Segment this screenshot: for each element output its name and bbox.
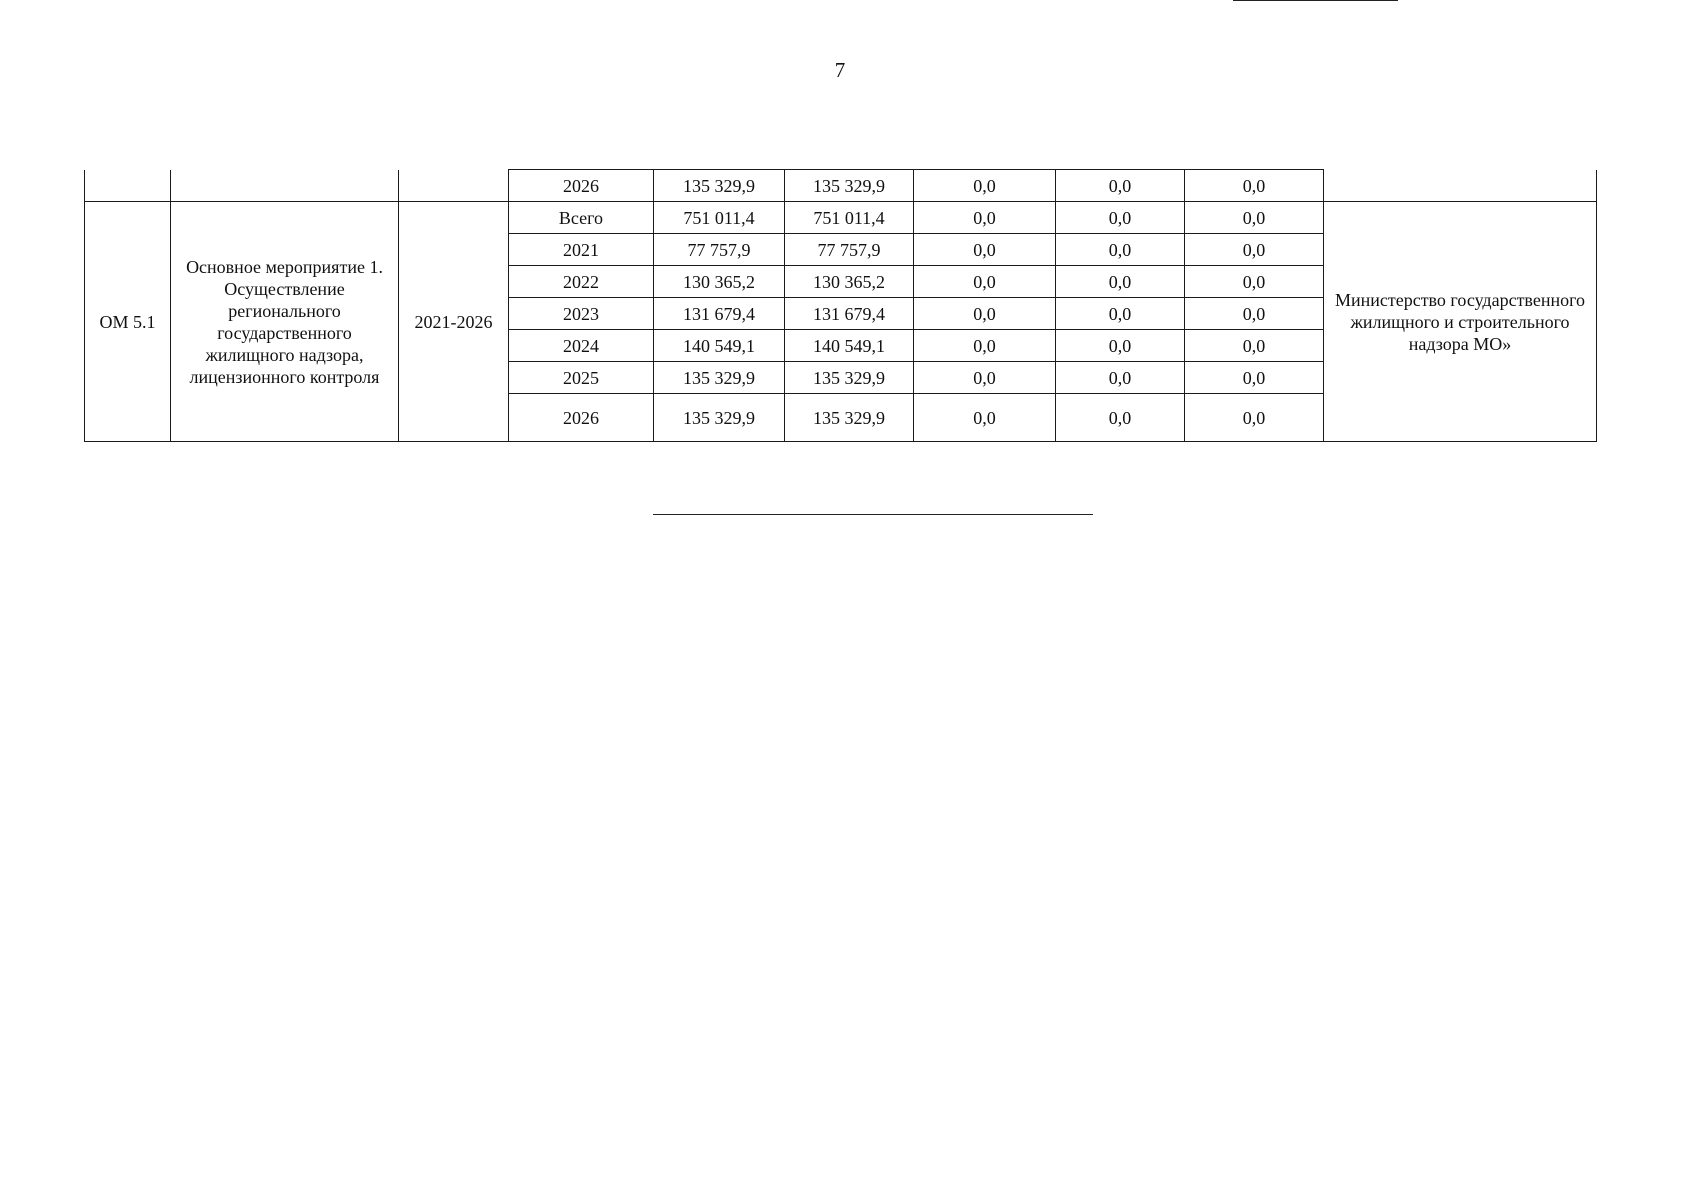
event-name-cell: Основное мероприятие 1. Осуществление регионального государственного жилищного надзора, лицензионного контроля bbox=[171, 202, 399, 442]
blank-cell bbox=[1324, 170, 1597, 202]
amount-budget-cell: 131 679,4 bbox=[785, 298, 914, 330]
amount-cell: 0,0 bbox=[1185, 394, 1324, 442]
executor-cell: Министерство государственного жилищного и строительного надзора МО» bbox=[1324, 202, 1597, 442]
amount-cell: 0,0 bbox=[1185, 362, 1324, 394]
budget-table bbox=[84, 169, 1597, 442]
amount-budget-cell: 77 757,9 bbox=[785, 234, 914, 266]
amount-total-cell: 135 329,9 bbox=[654, 394, 785, 442]
event-code-cell: ОМ 5.1 bbox=[85, 202, 171, 442]
year-cell: Всего bbox=[509, 202, 654, 234]
amount-total-cell: 77 757,9 bbox=[654, 234, 785, 266]
year-cell: 2026 bbox=[509, 170, 654, 202]
amount-cell: 0,0 bbox=[914, 234, 1056, 266]
amount-total-cell: 140 549,1 bbox=[654, 330, 785, 362]
top-divider-line bbox=[1233, 0, 1398, 1]
amount-cell: 0,0 bbox=[1185, 202, 1324, 234]
amount-cell: 0,0 bbox=[1185, 298, 1324, 330]
amount-cell: 0,0 bbox=[1185, 234, 1324, 266]
amount-budget-cell: 135 329,9 bbox=[785, 362, 914, 394]
amount-cell: 0,0 bbox=[914, 202, 1056, 234]
amount-cell: 0,0 bbox=[1056, 394, 1185, 442]
amount-budget-cell: 140 549,1 bbox=[785, 330, 914, 362]
amount-cell: 0,0 bbox=[914, 266, 1056, 298]
amount-total-cell: 131 679,4 bbox=[654, 298, 785, 330]
amount-cell: 0,0 bbox=[914, 330, 1056, 362]
amount-cell: 0,0 bbox=[914, 170, 1056, 202]
amount-cell: 0,0 bbox=[1185, 330, 1324, 362]
amount-total-cell: 135 329,9 bbox=[654, 170, 785, 202]
amount-cell: 0,0 bbox=[1056, 298, 1185, 330]
year-cell: 2022 bbox=[509, 266, 654, 298]
year-cell: 2025 bbox=[509, 362, 654, 394]
amount-cell: 0,0 bbox=[914, 362, 1056, 394]
amount-total-cell: 135 329,9 bbox=[654, 362, 785, 394]
amount-total-cell: 751 011,4 bbox=[654, 202, 785, 234]
amount-cell: 0,0 bbox=[1056, 362, 1185, 394]
end-of-table-line bbox=[653, 514, 1093, 515]
amount-cell: 0,0 bbox=[1056, 266, 1185, 298]
year-cell: 2026 bbox=[509, 394, 654, 442]
amount-budget-cell: 751 011,4 bbox=[785, 202, 914, 234]
amount-budget-cell: 135 329,9 bbox=[785, 170, 914, 202]
year-cell: 2021 bbox=[509, 234, 654, 266]
amount-budget-cell: 135 329,9 bbox=[785, 394, 914, 442]
event-period-cell: 2021-2026 bbox=[399, 202, 509, 442]
amount-budget-cell: 130 365,2 bbox=[785, 266, 914, 298]
amount-cell: 0,0 bbox=[1056, 170, 1185, 202]
amount-cell: 0,0 bbox=[1056, 330, 1185, 362]
blank-cell bbox=[171, 170, 399, 202]
blank-cell bbox=[399, 170, 509, 202]
table-row bbox=[85, 202, 1597, 234]
page-number: 7 bbox=[834, 58, 846, 82]
table-row-carryover bbox=[85, 170, 1597, 202]
blank-cell bbox=[85, 170, 171, 202]
amount-cell: 0,0 bbox=[1056, 202, 1185, 234]
year-cell: 2023 bbox=[509, 298, 654, 330]
amount-total-cell: 130 365,2 bbox=[654, 266, 785, 298]
amount-cell: 0,0 bbox=[914, 394, 1056, 442]
amount-cell: 0,0 bbox=[914, 298, 1056, 330]
year-cell: 2024 bbox=[509, 330, 654, 362]
amount-cell: 0,0 bbox=[1185, 266, 1324, 298]
amount-cell: 0,0 bbox=[1185, 170, 1324, 202]
amount-cell: 0,0 bbox=[1056, 234, 1185, 266]
